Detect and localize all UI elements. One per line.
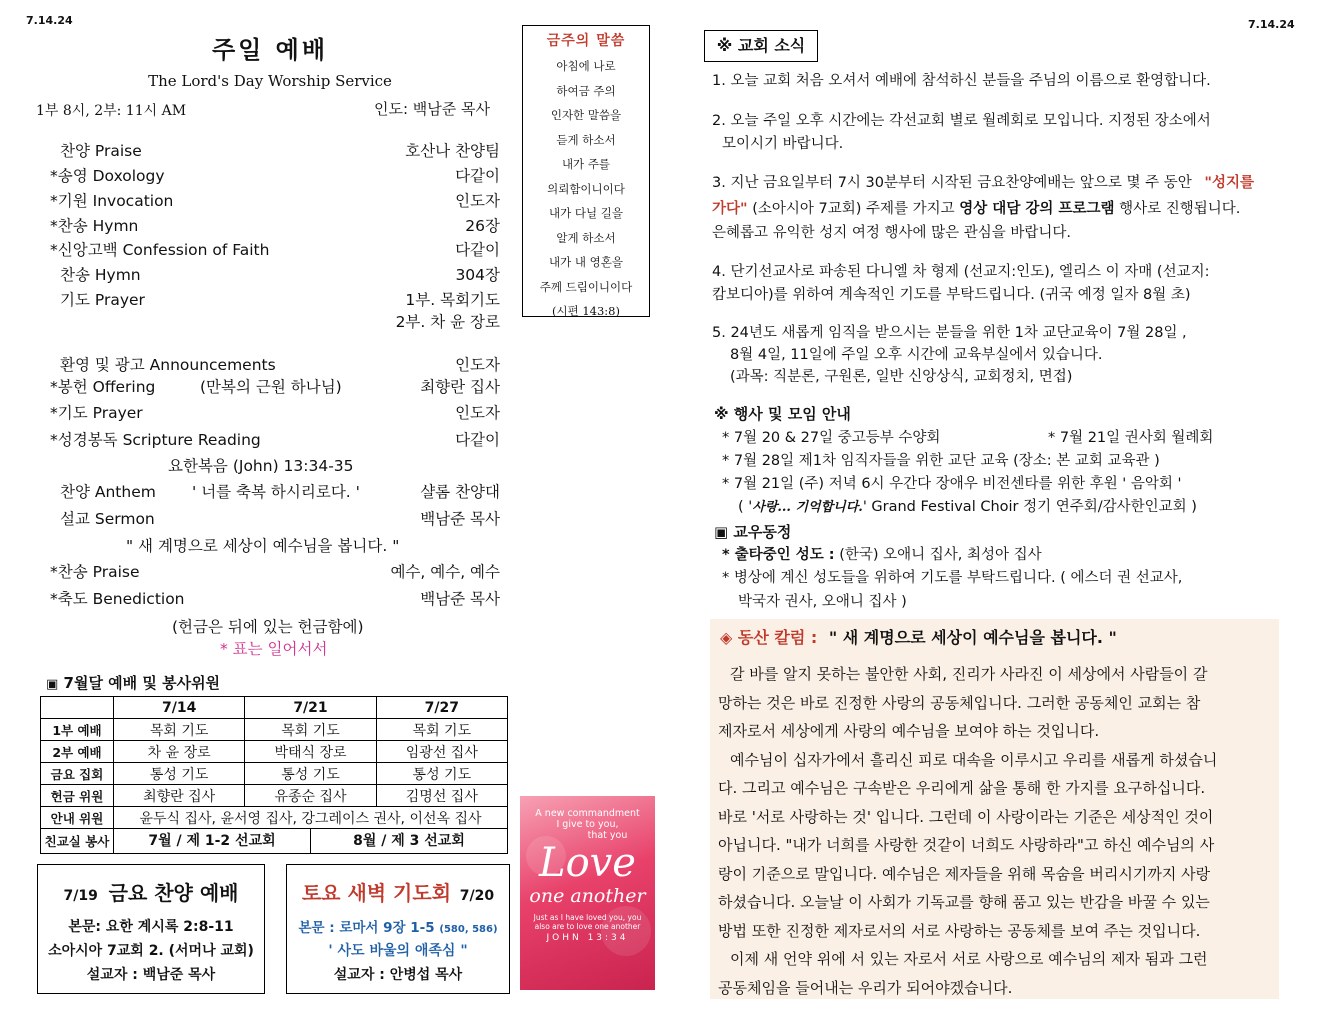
offering-note: (헌금은 뒤에 있는 헌금함에) xyxy=(172,618,364,636)
column-line: 이제 새 언약 위에 서 있는 자로서 서로 사랑으로 예수님의 제자 됨과 그런 xyxy=(730,950,1208,968)
friday-preacher: 설교자 : 백남준 목사 xyxy=(86,967,216,983)
friday-title: 금요 찬양 예배 xyxy=(108,881,239,905)
service-item xyxy=(50,288,500,331)
column-line: 랑이 기준으로 말입니다. 예수님은 제자들을 위해 목숨을 버리시기까지 사랑 xyxy=(718,864,1211,883)
service-item-label: *송영 Doxology xyxy=(50,167,165,185)
table-cell: 차 윤 장로 xyxy=(114,741,245,763)
service-item xyxy=(50,401,500,423)
service-item-note: ' 너를 축복 하시리로다. ' xyxy=(192,483,360,501)
table-header-date: 7/14 xyxy=(114,697,245,719)
weekly-verse-box xyxy=(522,25,650,317)
table-cell: 통성 기도 xyxy=(376,763,507,785)
service-item-value: 최향란 집사 xyxy=(420,378,500,396)
row-label: 금요 집회 xyxy=(41,763,114,785)
news-item-5b: 8월 4일, 11일에 주일 오후 시간에 교육부실에서 있습니다. xyxy=(730,347,1103,363)
news-item-5c: (과목: 직분론, 구원론, 일반 신앙상식, 교회정치, 면접) xyxy=(730,369,1073,385)
service-item xyxy=(50,480,500,502)
verse-title: 금주의 말씀 xyxy=(546,33,626,49)
poster-love-text: Love xyxy=(539,840,636,886)
table-row xyxy=(41,719,508,741)
column-label: ◈ 동산 칼럼 : xyxy=(720,628,818,647)
news-item-2b: 모이시기 바랍니다. xyxy=(722,136,844,152)
table-cell: 목회 기도 xyxy=(245,719,376,741)
service-item-label: *기도 Prayer xyxy=(50,404,143,422)
verse-line: 내가 내 영혼을 xyxy=(549,255,623,269)
poster-text: Just as I have loved you, you xyxy=(533,913,642,922)
news-item-4: 4. 단기선교사로 파송된 다니엘 차 형제 (선교지:인도), 엘리스 이 자매 (선교지: xyxy=(712,264,1210,280)
service-item xyxy=(50,214,500,236)
heart-bokeh-shape xyxy=(601,906,651,956)
table-cell: 목회 기도 xyxy=(376,719,507,741)
column-line: 바로 '서로 사랑하는 것' 입니다. 그런데 이 사랑이라는 기준은 세상적인 것이 xyxy=(718,807,1214,826)
scripture-ref: 요한복음 (John) 13:34-35 xyxy=(168,457,354,475)
service-item xyxy=(50,560,500,582)
service-item xyxy=(50,587,500,609)
friday-church: 소아시아 7교회 2. (서머나 교회) xyxy=(48,943,254,959)
love-poster-image xyxy=(520,796,655,990)
saturday-service-box xyxy=(286,864,510,994)
service-item-value: 다같이 xyxy=(455,431,500,449)
news-item-3c: 은혜롭고 유익한 성지 여정 행사에 많은 관심을 바랍니다. xyxy=(712,225,1072,241)
table-cell: 통성 기도 xyxy=(245,763,376,785)
heart-bokeh-shape xyxy=(526,836,566,876)
friday-service-box xyxy=(37,864,265,994)
members-2b: 박국자 권사, 오애니 집사 ) xyxy=(738,594,907,610)
service-item-label: *봉헌 Offering xyxy=(50,378,156,396)
date-left: 7.14.24 xyxy=(26,14,73,27)
service-item-value: 샬롬 찬양대 xyxy=(420,483,500,501)
verse-line: (시편 143:8) xyxy=(552,304,620,318)
service-item xyxy=(50,139,500,161)
fellowship-cell xyxy=(114,829,508,854)
service-item-label: *축도 Benediction xyxy=(50,590,185,608)
table-cell: 김명선 집사 xyxy=(376,785,507,807)
column-title: " 새 계명으로 세상이 예수님을 봅니다. " xyxy=(828,628,1117,647)
service-item-value: 다같이 xyxy=(455,241,500,259)
poster-text: that you xyxy=(587,830,628,841)
sermon-title: " 새 계명으로 세상이 예수님을 봅니다. " xyxy=(126,537,400,555)
table-header-date: 7/27 xyxy=(376,697,507,719)
service-item-value: 백남준 목사 xyxy=(420,510,500,528)
verse-line: 주께 드림이니이다 xyxy=(539,279,633,294)
table-cell: 유종순 집사 xyxy=(245,785,376,807)
verse-line: 내가 다닐 길을 xyxy=(549,206,623,220)
saturday-date: 7/20 xyxy=(459,888,495,904)
table-header-date: 7/21 xyxy=(245,697,376,719)
event-1a: * 7월 20 & 27일 중고등부 수양회 xyxy=(722,430,941,446)
service-item-label: 찬양 Anthem xyxy=(60,483,156,501)
news-heading: ※ 교회 소식 xyxy=(704,30,818,62)
service-times: 1부 8시, 2부: 11시 AM xyxy=(36,103,187,119)
poster-text: A new commandment xyxy=(535,808,640,819)
event-4: ( '사랑... 기억합니다.' Grand Festival Choir 정기 연주회/감사한인교회 ) xyxy=(738,499,1197,515)
event-1b: * 7월 21일 권사회 월례회 xyxy=(1048,430,1214,446)
service-item xyxy=(50,428,500,450)
page-subtitle: The Lord's Day Worship Service xyxy=(148,72,392,90)
table-header-blank xyxy=(41,697,114,719)
verse-line: 듣게 하소서 xyxy=(556,132,616,147)
service-item-label: *찬송 Hymn xyxy=(50,217,139,235)
service-item-value: 인도자 xyxy=(455,356,500,374)
verse-line: 인자한 말씀을 xyxy=(550,108,622,122)
verse-line: 하여금 주의 xyxy=(556,83,616,98)
service-item-value: 26장 xyxy=(465,217,500,235)
news-item-5: 5. 24년도 새롭게 임직을 받으시는 분들을 위한 1차 교단교육이 7월 28일 , xyxy=(712,325,1187,341)
saturday-theme: ' 사도 바울의 애족심 " xyxy=(328,943,468,959)
service-item xyxy=(50,375,500,397)
service-item-value: 304장 xyxy=(455,266,500,284)
saturday-preacher: 설교자 : 안병섭 목사 xyxy=(333,967,463,983)
service-item-value: 인도자 xyxy=(455,192,500,210)
date-right: 7.14.24 xyxy=(1248,18,1295,31)
service-item-value: 호산나 찬양팀 xyxy=(405,142,500,160)
event-2: * 7월 28일 제1차 임직자들을 위한 교단 교육 (장소: 본 교회 교육관 ) xyxy=(722,453,1160,469)
fellowship-august: 8월 / 제 3 선교회 xyxy=(353,833,465,849)
table-cell: 목회 기도 xyxy=(114,719,245,741)
table-cell: 통성 기도 xyxy=(114,763,245,785)
saturday-hymns: (580, 586) xyxy=(439,924,498,935)
service-item-label: 찬양 Praise xyxy=(60,142,142,160)
column-line: 아닙니다. "내가 너희를 사랑한 것같이 너희도 사랑하라"고 하신 예수님의 사 xyxy=(718,836,1215,854)
column-line: 예수님이 십자가에서 흘리신 피로 대속을 이루시고 우리를 새롭게 하셨습니 xyxy=(730,750,1218,769)
service-item-label: 기도 Prayer xyxy=(60,291,145,309)
row-label: 헌금 위원 xyxy=(41,785,114,807)
saturday-text: 본문 : 로마서 9장 1-5 xyxy=(298,920,435,936)
service-item-label: 찬송 Hymn xyxy=(60,266,141,284)
verse-line: 알게 하소서 xyxy=(556,230,616,245)
page-title: 주일 예배 xyxy=(211,36,329,64)
news-item-3b: 가다" (소아시아 7교회) 주제를 가지고 영상 대담 강의 프로그램 행사로 진행됩니다. xyxy=(712,201,1241,217)
column-line: 갈 바를 알지 못하는 불안한 사회, 진리가 사라진 이 세상에서 사람들이 갈 xyxy=(730,665,1208,683)
service-item xyxy=(50,507,500,529)
service-item xyxy=(50,263,500,285)
news-item-1: 1. 오늘 교회 처음 오셔서 예배에 참석하신 분들을 주님의 이름으로 환영합니다. xyxy=(712,73,1211,89)
service-item-value: 다같이 xyxy=(455,167,500,185)
row-label: 2부 예배 xyxy=(41,741,114,763)
service-item xyxy=(50,353,500,375)
schedule-table xyxy=(40,696,508,854)
poster-ref: JOHN 13:34 xyxy=(546,933,629,943)
event-3: * 7월 21일 (주) 저녁 6시 우간다 장애우 비전센타를 위한 후원 ' 음악회 ' xyxy=(722,476,1182,492)
table-row xyxy=(41,807,508,829)
schedule-heading: ▣ 7월달 예배 및 봉사위원 xyxy=(46,674,221,692)
usher-cell: 윤두식 집사, 윤서영 집사, 강그레이스 권사, 이선옥 집사 xyxy=(114,807,508,829)
news-item-4b: 캄보디아)를 위하여 계속적인 기도를 부탁드립니다. (귀국 예정 일자 8월 초) xyxy=(712,287,1191,303)
service-item-value: 2부. 차 윤 장로 xyxy=(395,313,500,331)
service-item-label: *찬송 Praise xyxy=(50,563,140,581)
service-item-label: *기원 Invocation xyxy=(50,192,174,210)
column-line: 다. 그리고 예수님은 구속받은 우리에게 삶을 통해 한 가지를 요구하십니다. xyxy=(718,779,1206,797)
table-cell: 최향란 집사 xyxy=(114,785,245,807)
square-bullet-icon: ▣ xyxy=(46,677,59,692)
table-row xyxy=(41,829,508,854)
column-line: 하셨습니다. 오늘날 이 사회가 기독교를 향해 품고 있는 반감을 바꿀 수 있는 xyxy=(718,893,1210,911)
standing-note: * 표는 일어서서 xyxy=(220,640,328,658)
table-cell: 임광선 집사 xyxy=(376,741,507,763)
service-item xyxy=(50,189,500,211)
service-item-label: 환영 및 광고 Announcements xyxy=(60,356,276,374)
friday-text: 본문: 요한 계시록 2:8-11 xyxy=(68,919,234,935)
poster-text: also are to love one another xyxy=(534,922,641,931)
column-line: 방법 또한 진정한 제자로서의 서로 사랑하는 공동체를 보여 주는 것입니다. xyxy=(718,921,1201,940)
poster-text: I give to you, xyxy=(556,819,619,830)
saturday-title: 토요 새벽 기도회 xyxy=(301,881,452,905)
news-item-3: 3. 지난 금요일부터 7시 30분부터 시작된 금요찬양예배는 앞으로 몇 주 동안 "성지를 xyxy=(712,175,1254,191)
service-item-value: 인도자 xyxy=(455,404,500,422)
verse-line: 내가 주를 xyxy=(561,157,611,171)
service-leader: 인도: 백남준 목사 xyxy=(374,100,491,118)
column-line: 공동체임을 들어내는 우리가 되어야겠습니다. xyxy=(718,978,1013,997)
row-label: 친교실 봉사 xyxy=(41,829,114,854)
fellowship-july: 7월 / 제 1-2 선교회 xyxy=(114,829,311,853)
row-label: 안내 위원 xyxy=(41,807,114,829)
service-item-label: *성경봉독 Scripture Reading xyxy=(50,431,261,449)
table-cell: 박태식 장로 xyxy=(245,741,376,763)
verse-line: 의뢰함이니이다 xyxy=(547,181,625,196)
column-line: 망하는 것은 바로 진정한 사랑의 공동체입니다. 그러한 공동체인 교회는 참 xyxy=(718,693,1201,712)
service-item xyxy=(50,238,500,260)
table-row xyxy=(41,785,508,807)
friday-date: 7/19 xyxy=(63,888,98,904)
poster-one-another-text: one another xyxy=(529,885,646,907)
service-item-label: 설교 Sermon xyxy=(60,510,155,528)
service-item-value: 예수, 예수, 예수 xyxy=(390,563,500,581)
table-row xyxy=(41,763,508,785)
row-label: 1부 예배 xyxy=(41,719,114,741)
news-item-2: 2. 오늘 주일 오후 시간에는 각선교회 별로 월례회로 모입니다. 지정된 장소에서 xyxy=(712,113,1211,129)
pastor-column xyxy=(710,619,1279,999)
service-item-label: *신앙고백 Confession of Faith xyxy=(50,241,270,259)
members-1: * 출타중인 성도 : (한국) 오애니 집사, 최성아 집사 xyxy=(722,547,1042,563)
service-item xyxy=(50,164,500,186)
members-heading: ▣ 교우동정 xyxy=(714,523,792,541)
service-item-value: 백남준 목사 xyxy=(420,590,500,608)
table-row xyxy=(41,741,508,763)
service-item-note: (만복의 근원 하나님) xyxy=(200,378,342,396)
events-heading: ※ 행사 및 모임 안내 xyxy=(714,405,851,423)
column-line: 제자로서 세상에게 사랑의 예수님을 보여야 하는 것입니다. xyxy=(718,722,1100,740)
verse-line: 아침에 나로 xyxy=(556,59,616,73)
service-item-value: 1부. 목회기도 xyxy=(405,291,500,309)
members-2: * 병상에 계신 성도들을 위하여 기도를 부탁드립니다. ( 에스더 권 선교사, xyxy=(722,570,1183,586)
